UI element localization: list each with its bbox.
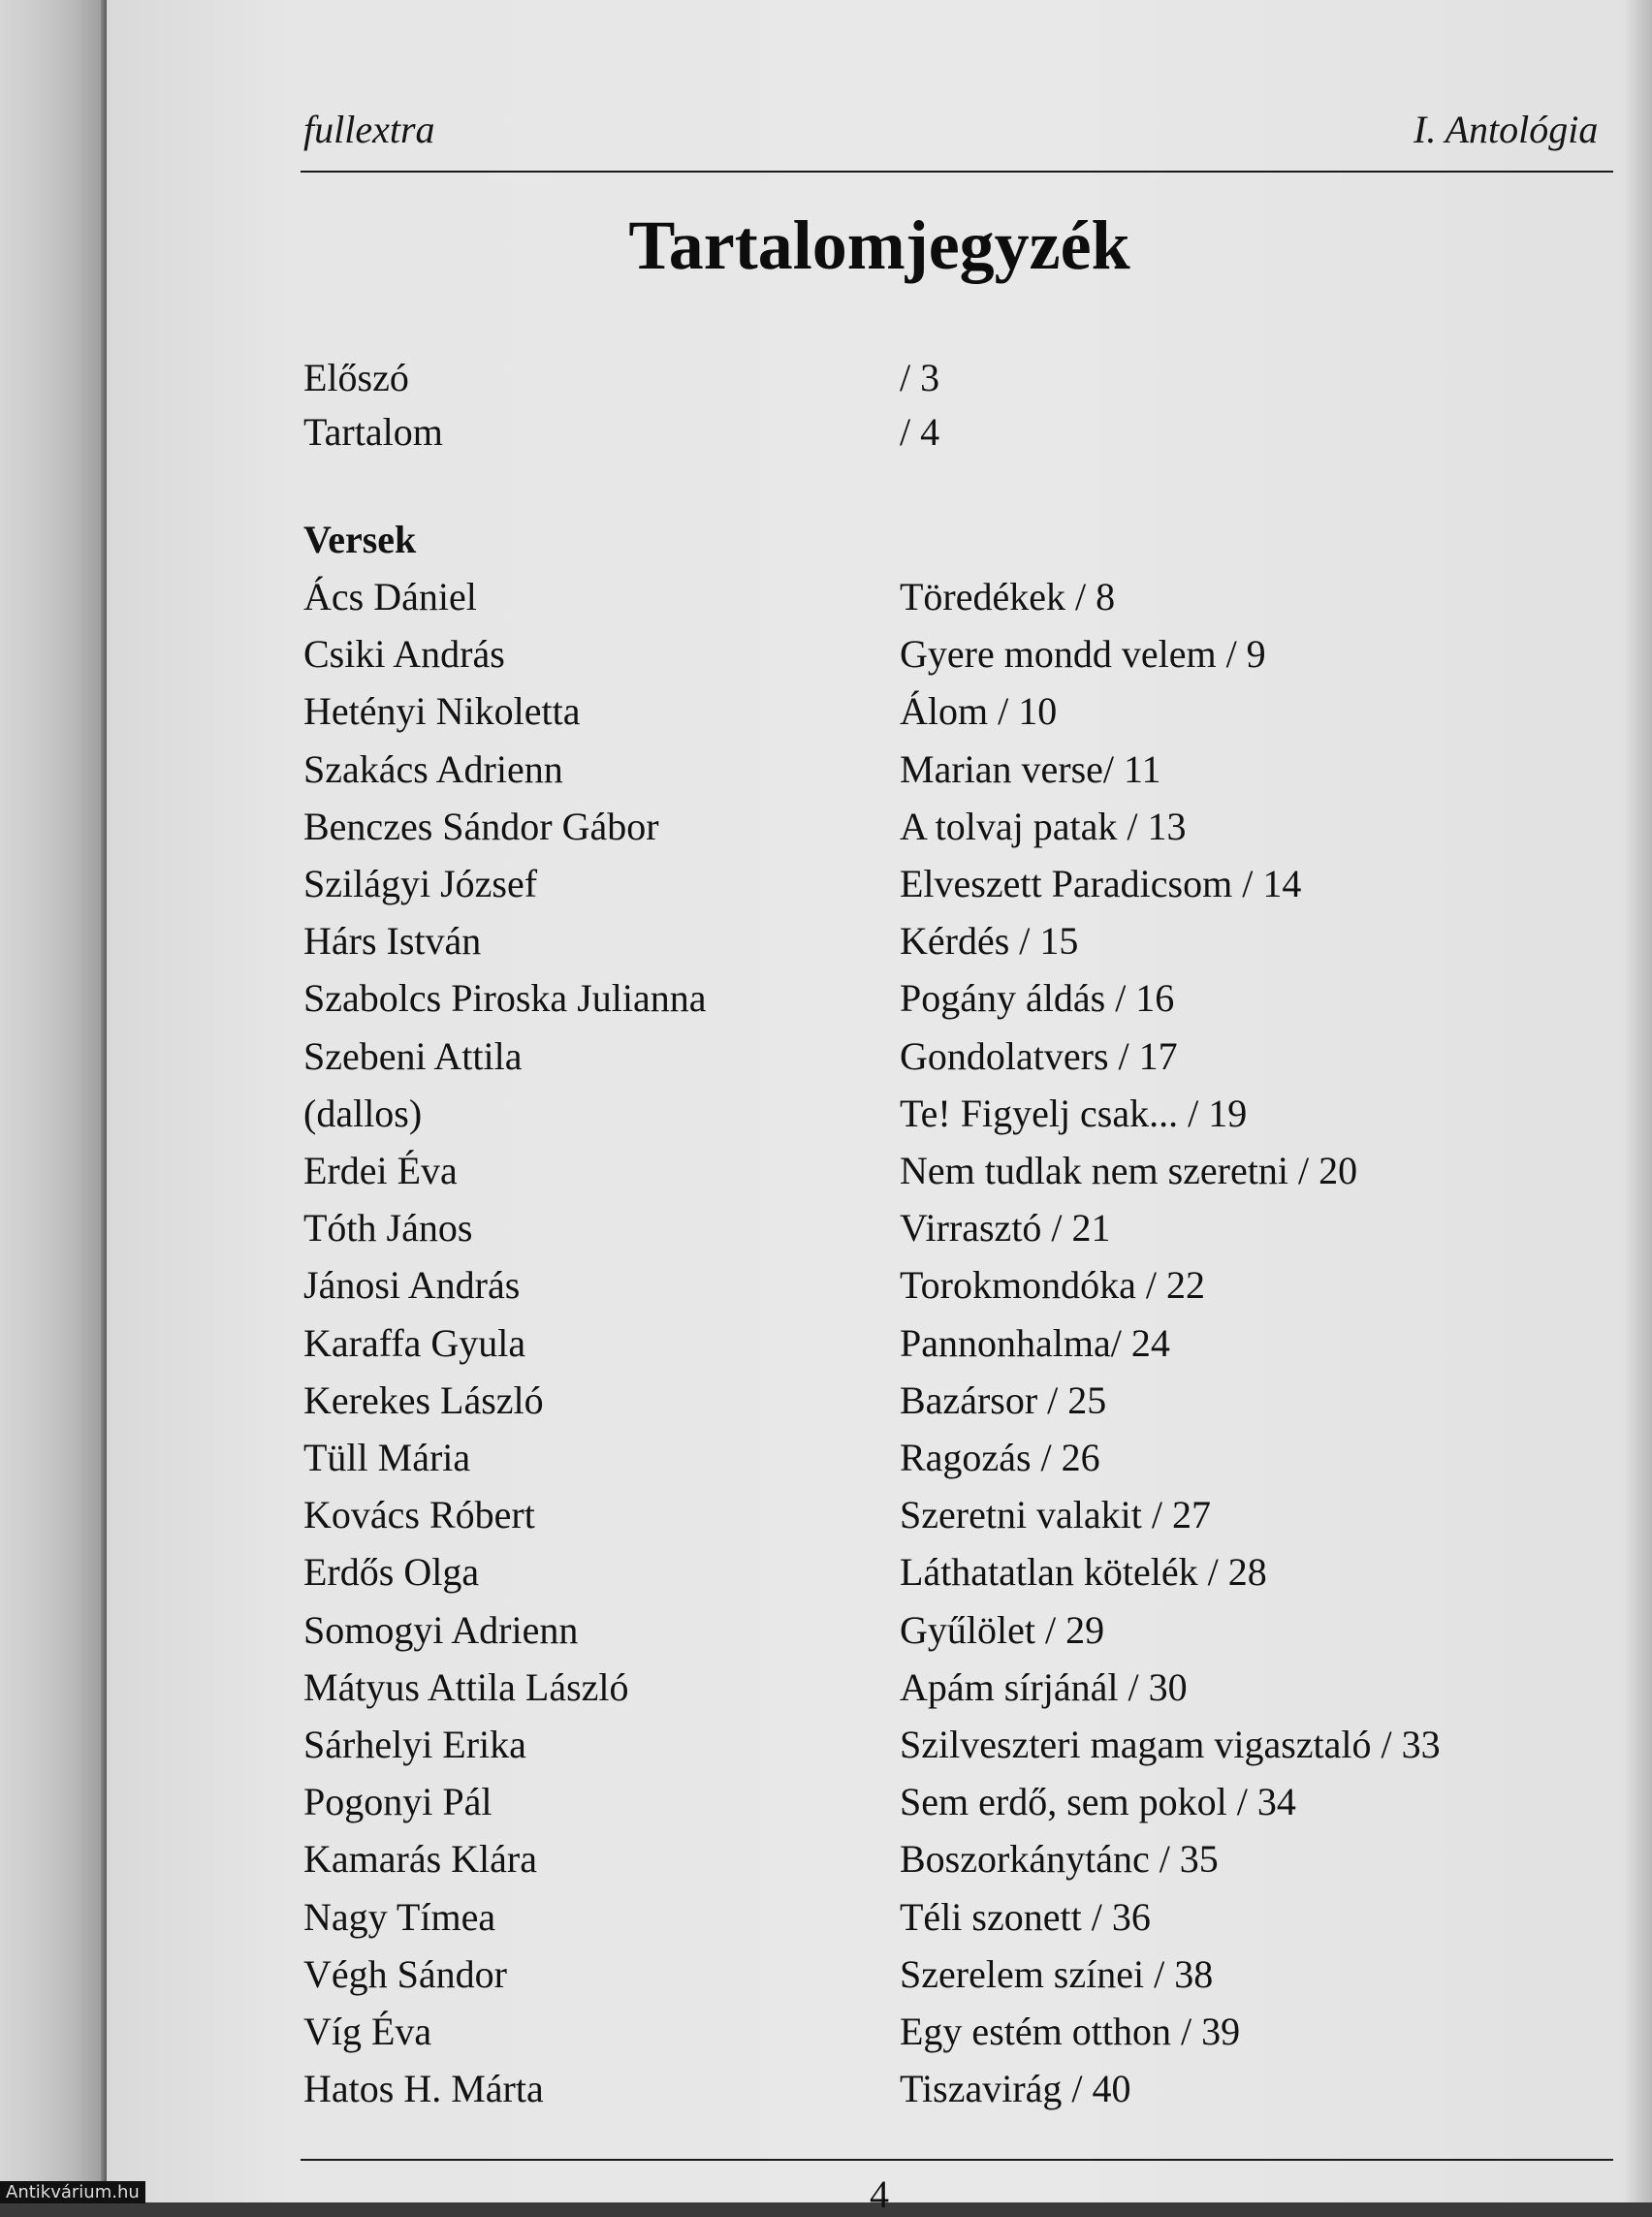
front-label: Tartalom: [303, 410, 443, 454]
entry-work: Szeretni valakit / 27: [900, 1493, 1212, 1536]
toc-entry: [303, 1029, 1622, 1084]
entry-work: A tolvaj patak / 13: [900, 805, 1187, 848]
entry-author: Benczes Sándor Gábor: [303, 805, 659, 848]
entry-author: Sárhelyi Erika: [303, 1723, 526, 1766]
entry-work: Töredékek / 8: [900, 575, 1116, 618]
entry-work: Sem erdő, sem pokol / 34: [900, 1780, 1296, 1823]
toc-row-front: [303, 351, 1622, 405]
toc-entry: [303, 1258, 1622, 1313]
page-number: 4: [870, 2172, 889, 2216]
front-page: / 3: [900, 356, 940, 399]
entry-author: Kerekes László: [303, 1378, 544, 1422]
entry-work: Elveszett Paradicsom / 14: [900, 862, 1302, 905]
toc-entry: [303, 857, 1622, 911]
entry-work: Gyere mondd velem / 9: [900, 632, 1266, 676]
entry-author: Hetényi Nikoletta: [303, 689, 581, 733]
toc-entry: [303, 684, 1622, 739]
entry-author: Nagy Tímea: [303, 1895, 496, 1939]
entry-author: Kovács Róbert: [303, 1493, 535, 1536]
entry-author: Tüll Mária: [303, 1436, 471, 1479]
entry-author: Csiki András: [303, 632, 505, 676]
entry-author: Mátyus Attila László: [303, 1665, 629, 1709]
footer-rule: [301, 2159, 1613, 2161]
front-label: Előszó: [303, 356, 409, 399]
entry-work: Egy estém otthon / 39: [900, 2010, 1241, 2053]
entry-work: Bazársor / 25: [900, 1378, 1107, 1422]
entry-author: Pogonyi Pál: [303, 1780, 492, 1823]
entry-author: Jánosi András: [303, 1263, 521, 1307]
book-page: [107, 0, 1652, 2216]
entry-work: Boszorkánytánc / 35: [900, 1837, 1219, 1881]
entry-author: Ács Dániel: [303, 575, 477, 618]
entry-work: Torokmondóka / 22: [900, 1263, 1205, 1307]
running-head-left: fullextra: [303, 108, 435, 151]
entry-work: Láthatatlan kötelék / 28: [900, 1550, 1267, 1594]
book-left-edge: [0, 0, 107, 2202]
entry-author: Szebeni Attila: [303, 1034, 523, 1078]
entry-author: Szakács Adrienn: [303, 747, 563, 791]
entry-work: Nem tudlak nem szeretni / 20: [900, 1149, 1358, 1192]
header-rule: [301, 171, 1613, 173]
toc-entry: [303, 1201, 1622, 1255]
running-head-right: I. Antológia: [1414, 108, 1599, 151]
entry-work: Kérdés / 15: [900, 919, 1079, 963]
toc-entry: [303, 1890, 1622, 1945]
toc-entry: [303, 1087, 1622, 1141]
entry-author: Hatos H. Márta: [303, 2067, 544, 2110]
entry-work: Ragozás / 26: [900, 1436, 1100, 1479]
entry-work: Virrasztó / 21: [900, 1206, 1111, 1250]
entry-work: Szilveszteri magam vigasztaló / 33: [900, 1723, 1441, 1766]
toc-row-front: [303, 405, 1622, 459]
entry-work: Te! Figyelj csak... / 19: [900, 1092, 1248, 1135]
entry-author: Somogyi Adrienn: [303, 1608, 579, 1652]
toc-entry: [303, 1661, 1622, 1715]
entry-author: Tóth János: [303, 1206, 473, 1250]
entry-work: Gondolatvers / 17: [900, 1034, 1178, 1078]
toc-entry: [303, 2062, 1622, 2116]
entry-author: Erdei Éva: [303, 1149, 458, 1192]
toc-entry: [303, 1144, 1622, 1198]
toc-entry: [303, 1316, 1622, 1371]
section-title: Versek: [303, 518, 417, 561]
entry-author: Szabolcs Piroska Julianna: [303, 976, 707, 1020]
entry-author: Végh Sándor: [303, 1952, 507, 1996]
entry-author: Szilágyi József: [303, 862, 538, 905]
entry-work: Álom / 10: [900, 689, 1058, 733]
entry-work: Pannonhalma/ 24: [900, 1321, 1170, 1365]
entry-author: Erdős Olga: [303, 1550, 480, 1594]
toc-entry: [303, 800, 1622, 854]
watermark: Antikvárium.hu: [0, 2181, 145, 2203]
section-heading: [303, 513, 1622, 567]
toc-entry: [303, 1431, 1622, 1485]
front-page: / 4: [900, 410, 940, 454]
entry-author: Kamarás Klára: [303, 1837, 537, 1881]
entry-author: (dallos): [303, 1092, 423, 1135]
toc-entry: [303, 1603, 1622, 1658]
toc-entry: [303, 914, 1622, 968]
toc-entry: [303, 570, 1622, 624]
toc-entry: [303, 1948, 1622, 2002]
toc-entry: [303, 1832, 1622, 1886]
toc-entry: [303, 1775, 1622, 1829]
entry-work: Téli szonett / 36: [900, 1895, 1151, 1939]
toc-entry: [303, 1488, 1622, 1542]
entry-work: Apám sírjánál / 30: [900, 1665, 1188, 1709]
entry-work: Szerelem színei / 38: [900, 1952, 1214, 1996]
page-title: Tartalomjegyzék: [628, 206, 1130, 284]
entry-work: Tiszavirág / 40: [900, 2067, 1131, 2110]
toc-entry: [303, 743, 1622, 797]
toc-entry: [303, 1718, 1622, 1772]
toc-entry: [303, 2005, 1622, 2059]
entry-work: Marian verse/ 11: [900, 747, 1161, 791]
toc-entry: [303, 1374, 1622, 1428]
toc-entry: [303, 1545, 1622, 1599]
toc-entry: [303, 627, 1622, 681]
entry-author: Hárs István: [303, 919, 482, 963]
entry-author: Karaffa Gyula: [303, 1321, 526, 1365]
entry-author: Víg Éva: [303, 2010, 432, 2053]
toc-entry: [303, 971, 1622, 1026]
entry-work: Gyűlölet / 29: [900, 1608, 1105, 1652]
entry-work: Pogány áldás / 16: [900, 976, 1175, 1020]
